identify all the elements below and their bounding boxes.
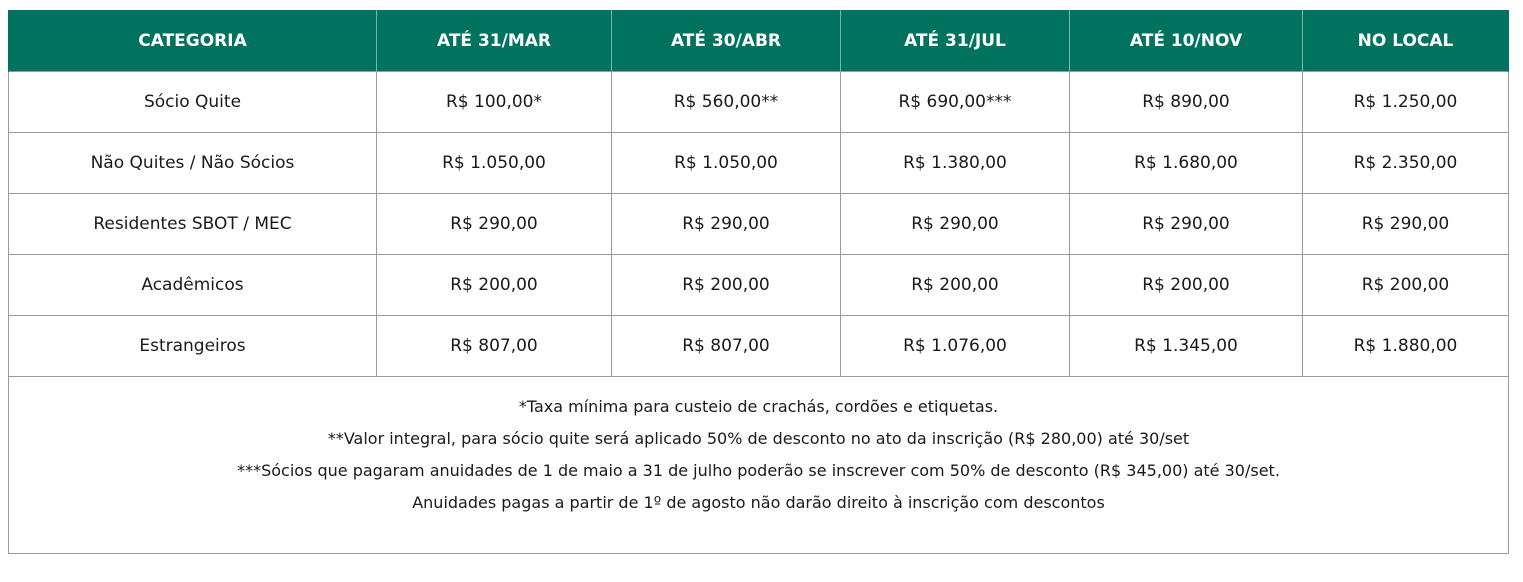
price-cell: R$ 290,00 — [377, 194, 612, 255]
price-cell: R$ 1.076,00 — [841, 316, 1070, 377]
header-category: CATEGORIA — [9, 11, 377, 72]
price-cell: R$ 807,00 — [612, 316, 841, 377]
price-cell: R$ 200,00 — [377, 255, 612, 316]
price-cell: R$ 200,00 — [612, 255, 841, 316]
row-category: Acadêmicos — [9, 255, 377, 316]
note-line: ***Sócios que pagaram anuidades de 1 de maio a 31 de julho poderão se inscrever com 50% de desconto (R$ 345,00) até 30/set. — [237, 461, 1280, 480]
price-cell: R$ 1.050,00 — [377, 133, 612, 194]
row-category: Sócio Quite — [9, 72, 377, 133]
price-cell: R$ 290,00 — [841, 194, 1070, 255]
table-header-row — [9, 11, 1509, 72]
header-until-31-jul: ATÉ 31/JUL — [841, 11, 1070, 72]
pricing-table-container — [8, 10, 1508, 554]
price-cell: R$ 290,00 — [1070, 194, 1303, 255]
header-on-site: NO LOCAL — [1303, 11, 1509, 72]
header-until-31-mar: ATÉ 31/MAR — [377, 11, 612, 72]
notes-row — [9, 377, 1509, 554]
notes-cell — [9, 377, 1509, 554]
price-cell: R$ 1.380,00 — [841, 133, 1070, 194]
price-cell: R$ 560,00** — [612, 72, 841, 133]
row-category: Não Quites / Não Sócios — [9, 133, 377, 194]
price-cell: R$ 200,00 — [841, 255, 1070, 316]
price-cell: R$ 2.350,00 — [1303, 133, 1509, 194]
price-cell: R$ 290,00 — [612, 194, 841, 255]
note-line: Anuidades pagas a partir de 1º de agosto não darão direito à inscrição com descontos — [412, 493, 1105, 512]
price-cell: R$ 1.345,00 — [1070, 316, 1303, 377]
note-line: **Valor integral, para sócio quite será aplicado 50% de desconto no ato da inscrição (R$ 280,00) até 30/set — [327, 429, 1190, 448]
table-row — [9, 194, 1509, 255]
note-line: *Taxa mínima para custeio de crachás, cordões e etiquetas. — [518, 397, 999, 416]
price-cell: R$ 1.250,00 — [1303, 72, 1509, 133]
table-row — [9, 72, 1509, 133]
price-cell: R$ 890,00 — [1070, 72, 1303, 133]
price-cell: R$ 807,00 — [377, 316, 612, 377]
header-until-30-abr: ATÉ 30/ABR — [612, 11, 841, 72]
pricing-table — [8, 10, 1509, 554]
table-row — [9, 255, 1509, 316]
price-cell: R$ 1.880,00 — [1303, 316, 1509, 377]
row-category: Residentes SBOT / MEC — [9, 194, 377, 255]
price-cell: R$ 200,00 — [1303, 255, 1509, 316]
price-cell: R$ 200,00 — [1070, 255, 1303, 316]
price-cell: R$ 290,00 — [1303, 194, 1509, 255]
header-until-10-nov: ATÉ 10/NOV — [1070, 11, 1303, 72]
price-cell: R$ 1.050,00 — [612, 133, 841, 194]
price-cell: R$ 1.680,00 — [1070, 133, 1303, 194]
table-row — [9, 133, 1509, 194]
price-cell: R$ 100,00* — [377, 72, 612, 133]
price-cell: R$ 690,00*** — [841, 72, 1070, 133]
row-category: Estrangeiros — [9, 316, 377, 377]
table-row — [9, 316, 1509, 377]
